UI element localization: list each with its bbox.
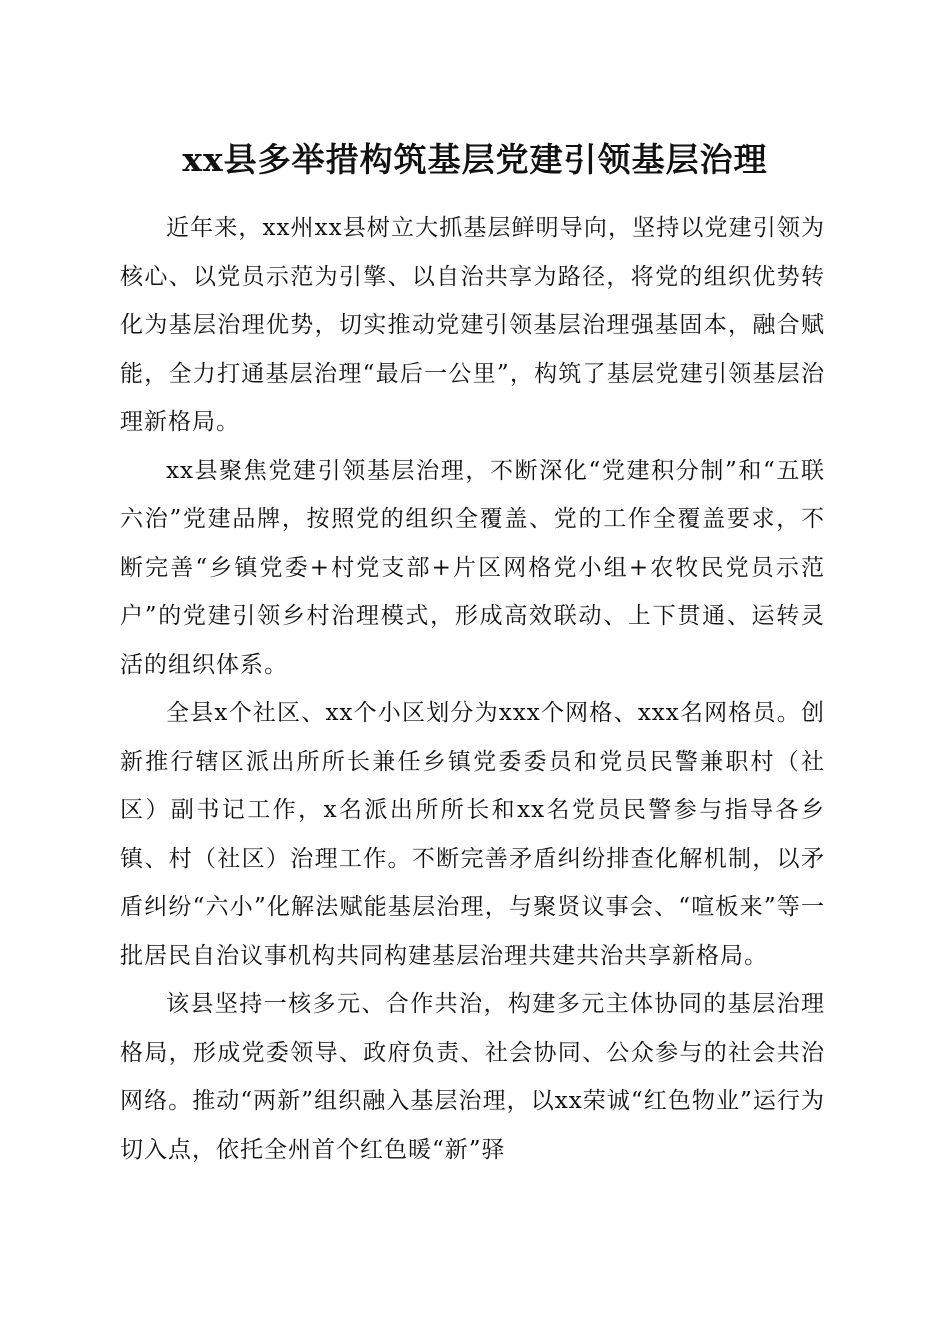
document-body — [120, 204, 825, 1174]
paragraph: 全县x个社区、xx个小区划分为xxx个网格、xxx名网格员。创新推行辖区派出所所长兼任乡镇党委委员和党员民警兼职村（社区）副书记工作，x名派出所所长和xx名党员民警参与指导各乡镇、村（社区）治理工作。不断完善矛盾纠纷排查化解机制，以矛盾纠纷“六小”化解法赋能基层治理，与聚贤议事会、“喧板来”等一批居民自治议事机构共同构建基层治理共建共治共享新格局。 — [120, 700, 825, 969]
paragraph: 近年来，xx州xx县树立大抓基层鲜明导向，坚持以党建引领为核心、以党员示范为引擎、以自治共享为路径，将党的组织优势转化为基层治理优势，切实推动党建引领基层治理强基固本，融合赋能，全力打通基层治理“最后一公里”，构筑了基层党建引领基层治理新格局。 — [120, 215, 825, 435]
paragraph: xx县聚焦党建引领基层治理，不断深化“党建积分制”和“五联六治”党建品牌，按照党的组织全覆盖、党的工作全覆盖要求，不断完善“乡镇党委+村党支部+片区网格党小组+农牧民党员示范户”的党建引领乡村治理模式，形成高效联动、上下贯通、运转灵活的组织体系。 — [120, 457, 825, 678]
document-title: xx县多举措构筑基层党建引领基层治理 — [182, 140, 768, 179]
paragraph: 该县坚持一核多元、合作共治，构建多元主体协同的基层治理格局，形成党委领导、政府负责、社会协同、公众参与的社会共治网络。推动“两新”组织融入基层治理，以xx荣诚“红色物业”运行为切入点，依托全州首个红色暖“新”驿 — [120, 991, 825, 1163]
